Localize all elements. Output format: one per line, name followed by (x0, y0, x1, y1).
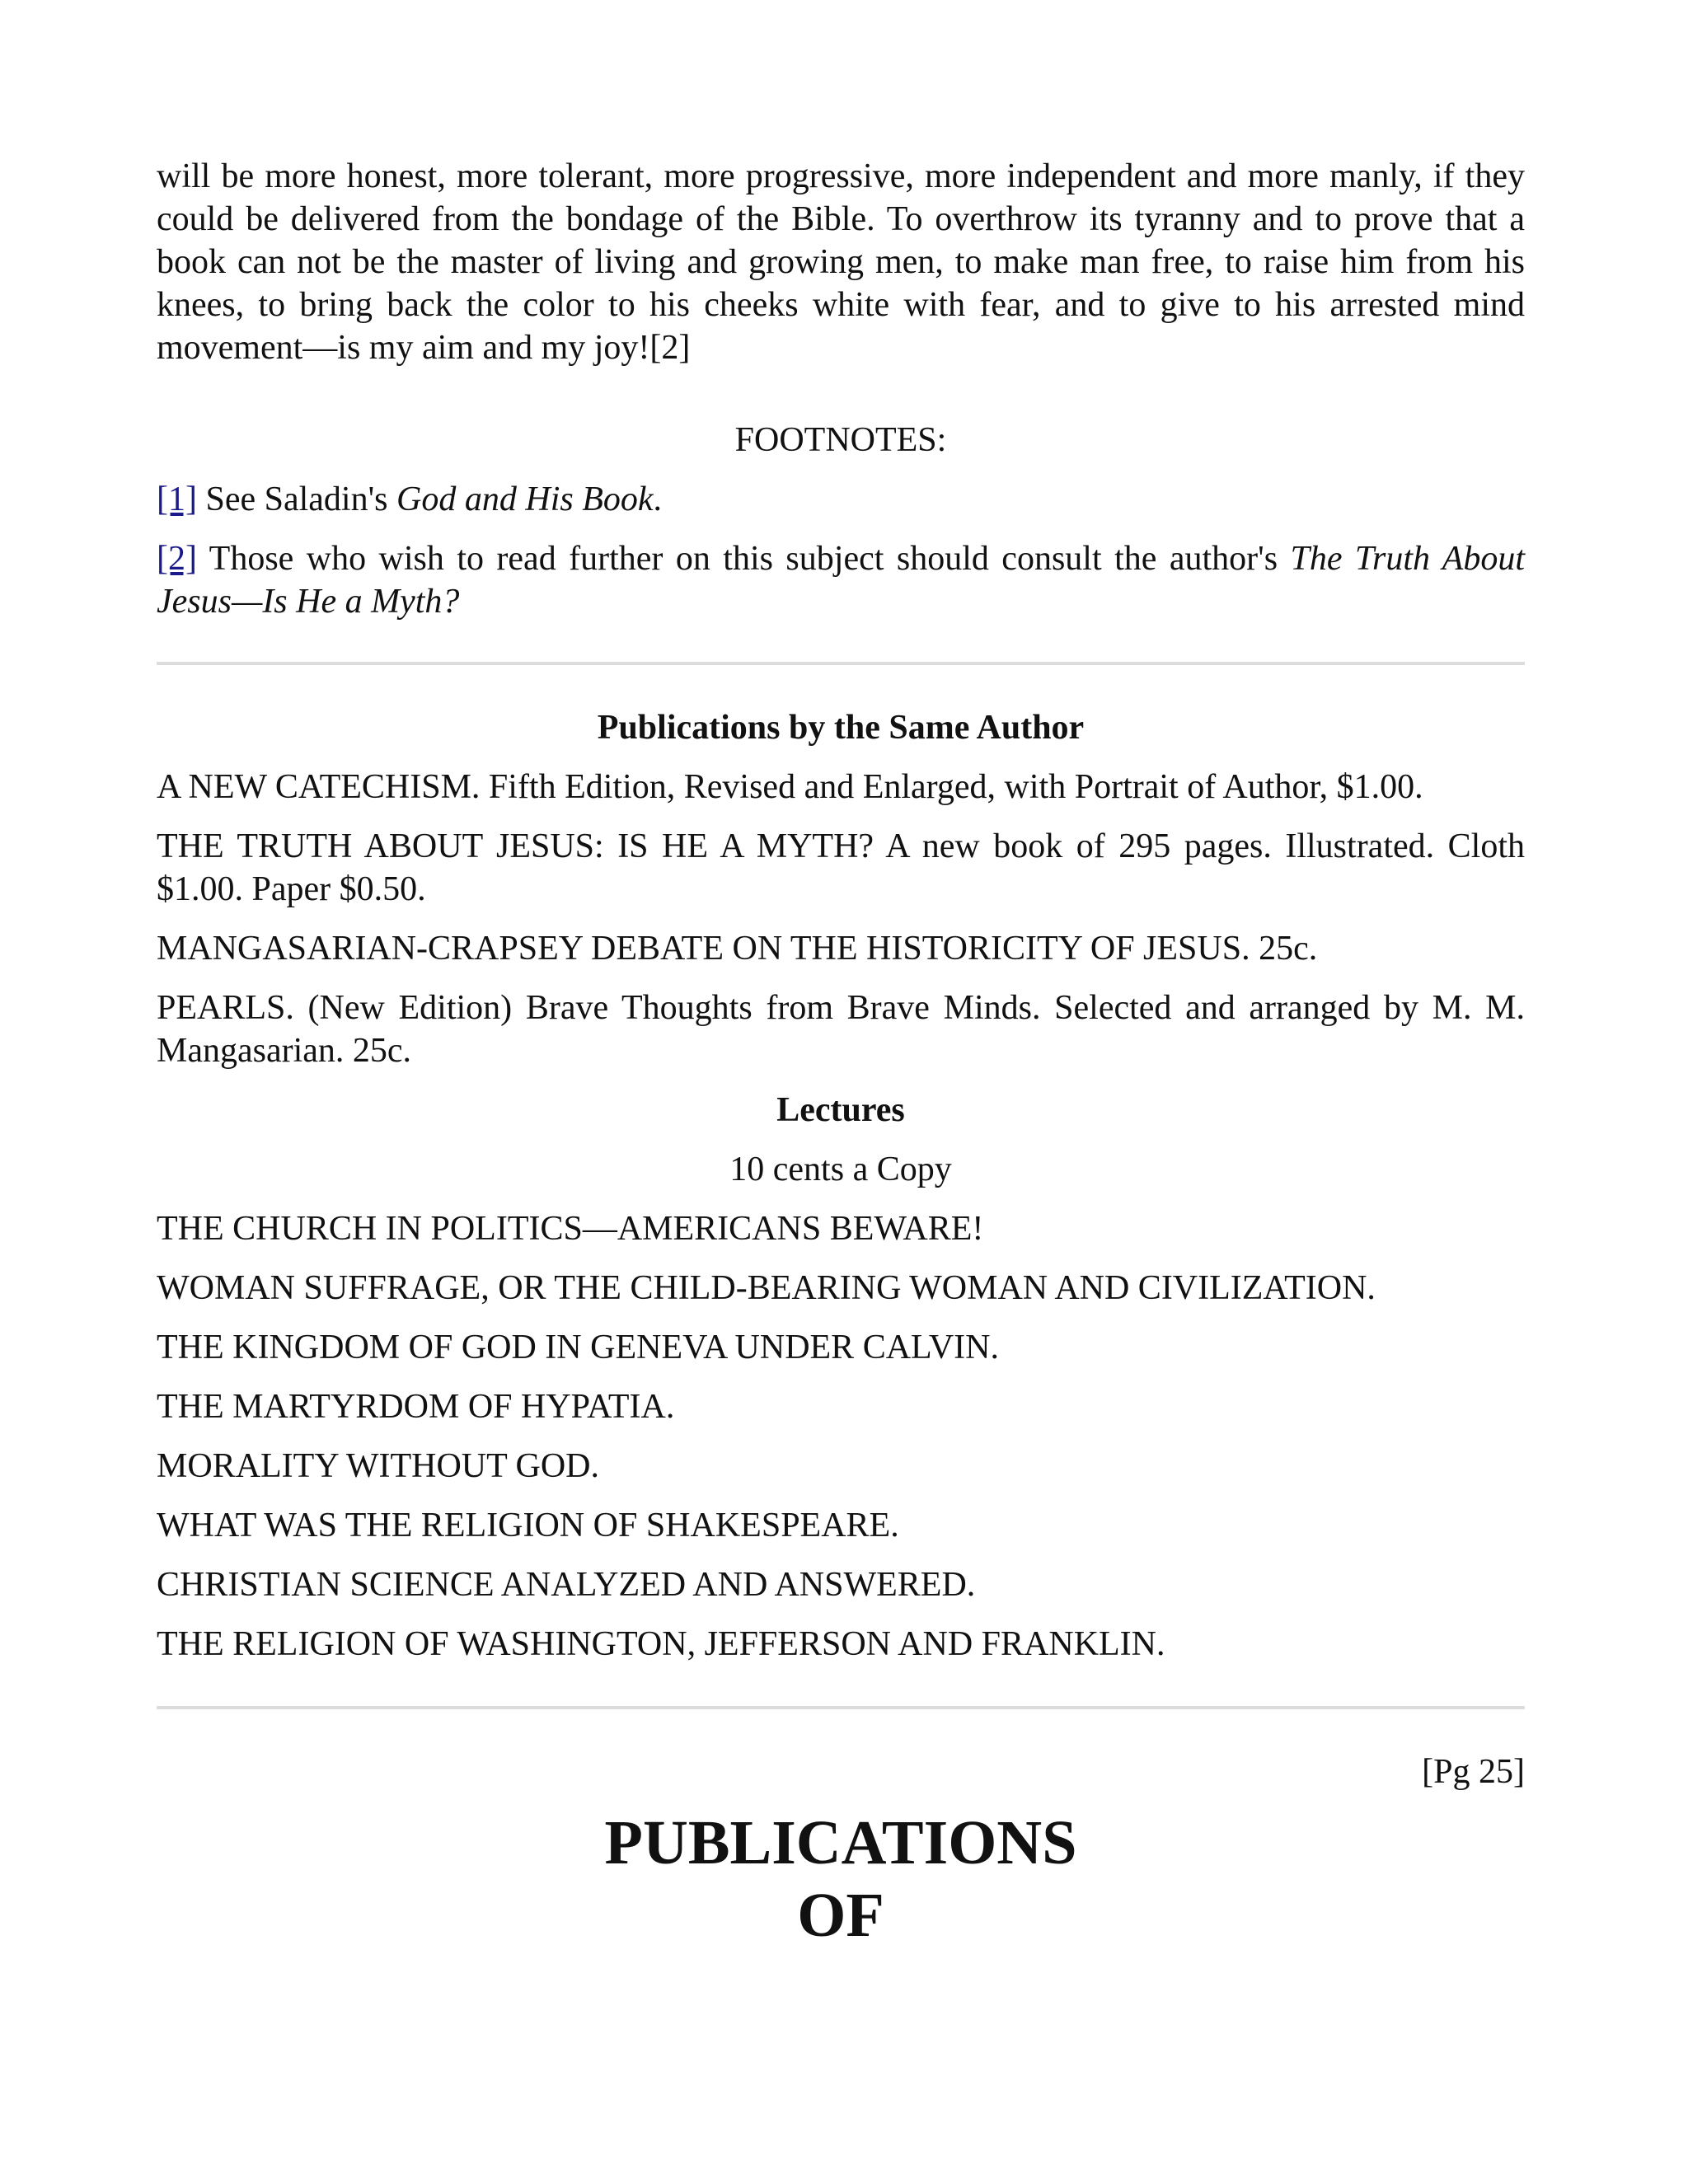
lecture-item: THE KINGDOM OF GOD IN GENEVA UNDER CALVIN. (157, 1329, 999, 1366)
footnote-2 (157, 537, 1525, 623)
lectures-heading: Lectures (776, 1091, 905, 1129)
lecture-item: WOMAN SUFFRAGE, OR THE CHILD-BEARING WOMAN AND CIVILIZATION. (157, 1269, 1376, 1307)
footnotes-heading: FOOTNOTES: (734, 421, 947, 459)
lectures-price-note: 10 cents a Copy (729, 1151, 952, 1188)
divider-bottom (157, 1706, 1525, 1709)
footnote-2-title: The Truth About Jesus—Is He a Myth? (157, 540, 1525, 621)
footnote-2-text: Those who wish to read further on this subject should consult the author's (196, 540, 1291, 578)
lecture-item: WHAT WAS THE RELIGION OF SHAKESPEARE. (157, 1507, 899, 1544)
footnote-1-after: . (653, 480, 663, 518)
page-number-marker: [Pg 25] (1422, 1753, 1525, 1791)
footnote-1 (157, 478, 1525, 521)
footnote-1-link[interactable]: [1] (157, 480, 197, 518)
lecture-item: MORALITY WITHOUT GOD. (157, 1447, 599, 1485)
publication-item: A NEW CATECHISM. Fifth Edition, Revised and Enlarged, with Portrait of Author, $1.00. (157, 768, 1423, 806)
footnote-2-link[interactable]: [2] (157, 540, 197, 578)
lecture-item: THE RELIGION OF WASHINGTON, JEFFERSON AND FRANKLIN. (157, 1625, 1165, 1663)
publication-item: PEARLS. (New Edition) Brave Thoughts from Brave Minds. Selected and arranged by M. M. Mangasarian. 25c. (157, 989, 1525, 1070)
footnote-1-text: See Saladin's (196, 480, 397, 518)
section-title-line-2: OF (797, 1881, 884, 1950)
intro-paragraph: will be more honest, more tolerant, more progressive, more independent and more manly, if they could be delivered from the bondage of the Bible. To overthrow its tyranny and to prove that a book can not be the master of living and growing men, to make man free, to raise him from his knees, to bring back the color to his cheeks white with fear, and to give to his arrested mind movement—is my aim and my joy![2] (157, 157, 1525, 367)
publications-heading: Publications by the Same Author (597, 709, 1085, 747)
divider-top (157, 662, 1525, 665)
section-title (157, 1807, 1525, 1952)
lecture-item: THE MARTYRDOM OF HYPATIA. (157, 1388, 675, 1426)
section-title-line-1: PUBLICATIONS (604, 1808, 1077, 1877)
lecture-item: CHRISTIAN SCIENCE ANALYZED AND ANSWERED. (157, 1566, 976, 1604)
lecture-item: THE CHURCH IN POLITICS—AMERICANS BEWARE! (157, 1210, 984, 1248)
publication-item: THE TRUTH ABOUT JESUS: IS HE A MYTH? A new book of 295 pages. Illustrated. Cloth $1.00. Paper $0.50. (157, 827, 1525, 908)
footnote-1-title: God and His Book (396, 480, 654, 518)
publication-item: MANGASARIAN-CRAPSEY DEBATE ON THE HISTORICITY OF JESUS. 25c. (157, 930, 1318, 968)
document-body (157, 155, 1525, 1952)
